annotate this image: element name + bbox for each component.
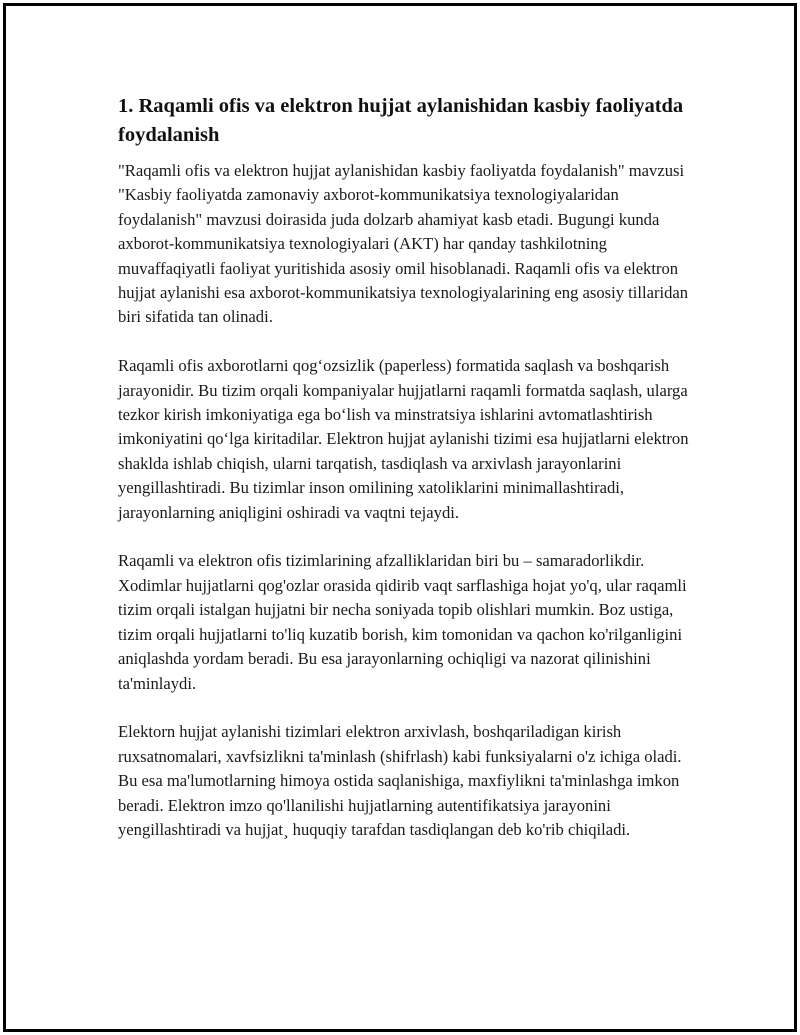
section-heading: 1. Raqamli ofis va elektron hujjat aylanishidan kasbiy faoliyatda foydalanish: [118, 95, 684, 146]
paragraph-digital-office: Raqamli ofis axborotlarni qog‘ozsizlik (paperless) formatida saqlash va boshqarish jarayonidir. Bu tizim orqali kompaniyalar hujjatlarni raqamli formatda saqlash, ularga tezkor kirish imkoniyatiga ega bo‘lish va minstratsiya ishlarini avtomatlashtirish imkoniyatini qo‘lga kiritadilar. Elektron hujjat aylanishi tizimi esa hujjatlarni elektron shaklda ishlab chiqish, ularni tarqatish, tasdiqlash va arxivlash jarayonlarini yengillashtiradi. Bu tizimlar inson omilining xatoliklarini minimallashtiradi, jarayonlarning aniqligini oshiradi va vaqtni tejaydi.: [118, 356, 689, 522]
paragraph-security: Elektorn hujjat aylanishi tizimlari elektron arxivlash, boshqariladigan kirish ruxsatnomalari, xavfsizlikni ta'minlash (shifrlash) kabi funksiyalarni o'z ichiga oladi. Bu esa ma'lumotlarning himoya ostida saqlanishiga, maxfiylikni ta'minlashga imkon beradi. Elektron imzo qo'llanilishi hujjatlarning autentifikatsiya jarayonini yengillashtiradi va hujjat¸ huquqiy tarafdan tasdiqlangan deb ko'rib chiqiladi.: [118, 722, 682, 839]
paragraph-intro: "Raqamli ofis va elektron hujjat aylanishidan kasbiy faoliyatda foydalanish" mavzusi "Kasbiy faoliyatda zamonaviy axborot-kommunikatsiya texnologiyalaridan foydalanish" mavzusi doirasida juda dolzarb ahamiyat kasb etadi. Bugungi kunda axborot-kommunikatsiya texnologiyalari (AKT) har qanday tashkilotning muvaffaqiyatli faoliyat yuritishida asosiy omil hisoblanadi. Raqamli ofis va elektron hujjat aylanishi esa axborot-kommunikatsiya texnologiyalarining eng asosiy tillaridan biri sifatida tan olinadi.: [118, 161, 689, 327]
document-body: [118, 92, 698, 867]
paragraph-advantages: Raqamli va elektron ofis tizimlarining afzalliklaridan biri bu – samaradorlikdir. Xodimlar hujjatlarni qog'ozlar orasida qidirib vaqt sarflashiga hojat yo'q, ular raqamli tizim orqali istalgan hujjatni bir necha soniyada topib olishlari mumkin. Boz ustiga, tizim orqali hujjatlarni to'liq kuzatib borish, kim tomonidan va qachon ko'rilganligini aniqlashda yordam beradi. Bu esa jarayonlarning ochiqligi va nazorat qilinishini ta'minlaydi.: [118, 551, 687, 693]
